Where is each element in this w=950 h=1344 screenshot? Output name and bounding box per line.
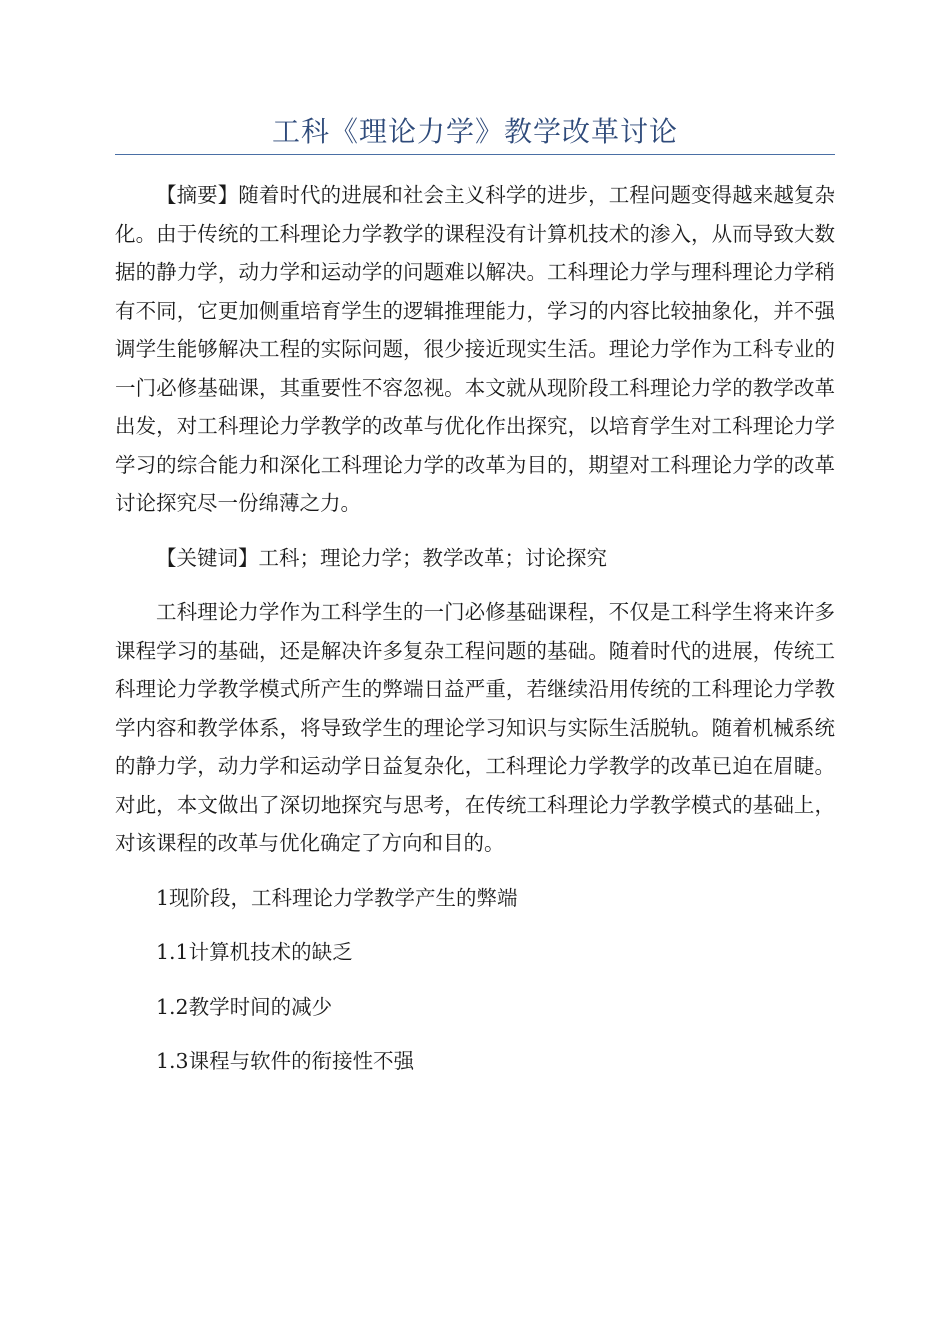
section-heading-1-1: 1.1计算机技术的缺乏 [156, 940, 353, 964]
document-body [115, 176, 835, 1081]
intro-paragraph: 工科理论力学作为工科学生的一门必修基础课程，不仅是工科学生将来许多课程学习的基础，还是解决许多复杂工程问题的基础。随着时代的进展，传统工科理论力学教学模式所产生的弊端日益严重，若继续沿用传统的工科理论力学教学内容和教学体系，将导致学生的理论学习知识与实际生活脱轨。随着机械系统的静力学，动力学和运动学日益复杂化，工科理论力学教学的改革已迫在眉睫。对此，本文做出了深切地探究与思考，在传统工科理论力学教学模式的基础上，对该课程的改革与优化确定了方向和目的。 [115, 600, 835, 855]
section-heading-1: 1现阶段，工科理论力学教学产生的弊端 [156, 885, 518, 910]
keywords-line: 【关键词】工科；理论力学；教学改革；讨论探究 [156, 545, 607, 570]
section-heading-1-3: 1.3课程与软件的衔接性不强 [156, 1049, 415, 1073]
abstract-paragraph: 【摘要】随着时代的进展和社会主义科学的进步，工程问题变得越来越复杂化。由于传统的工科理论力学教学的课程没有计算机技术的渗入，从而导致大数据的静力学，动力学和运动学的问题难以解决。工科理论力学与理科理论力学稍有不同，它更加侧重培育学生的逻辑推理能力，学习的内容比较抽象化，并不强调学生能够解决工程的实际问题，很少接近现实生活。理论力学作为工科专业的一门必修基础课，其重要性不容忽视。本文就从现阶段工科理论力学的教学改革出发，对工科理论力学教学的改革与优化作出探究，以培育学生对工科理论力学学习的综合能力和深化工科理论力学的改革为目的，期望对工科理论力学的改革讨论探究尽一份绵薄之力。 [115, 183, 835, 515]
document-title: 工科《理论力学》教学改革讨论 [271, 115, 678, 148]
title-underline [115, 154, 835, 155]
section-heading-1-2: 1.2教学时间的减少 [156, 994, 333, 1019]
